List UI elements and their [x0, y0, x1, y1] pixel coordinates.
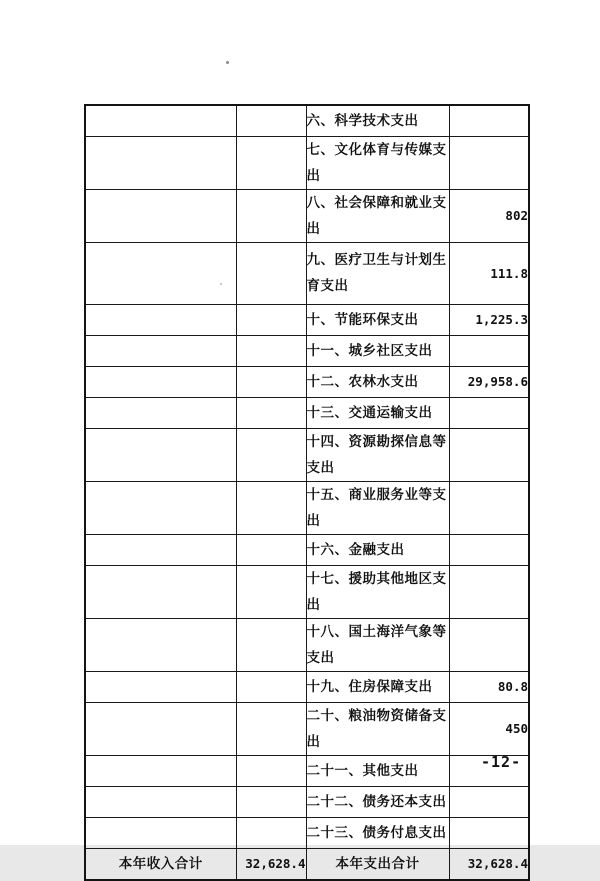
expense-category-cell: 十一、城乡社区支出 — [306, 335, 449, 366]
table-row — [85, 428, 529, 481]
page-number: -12- — [481, 753, 522, 771]
expense-amount-cell: 1,225.3 — [449, 304, 529, 335]
table-row — [85, 565, 529, 618]
expense-amount-cell: 32,628.4 — [449, 848, 529, 880]
expense-category-cell: 九、医疗卫生与计划生育支出 — [306, 242, 449, 304]
expense-category-cell: 十二、农林水支出 — [306, 366, 449, 397]
expense-category-cell: 六、科学技术支出 — [306, 105, 449, 136]
expense-amount-cell — [449, 817, 529, 848]
expense-amount-cell — [449, 618, 529, 671]
expense-amount-cell: 80.8 — [449, 671, 529, 702]
expense-category-cell: 十三、交通运输支出 — [306, 397, 449, 428]
table-row — [85, 335, 529, 366]
income-category-cell — [85, 366, 236, 397]
expense-category-cell: 七、文化体育与传媒支出 — [306, 136, 449, 189]
income-category-cell — [85, 136, 236, 189]
expense-amount-cell — [449, 534, 529, 565]
income-amount-cell — [236, 136, 306, 189]
expense-category-cell: 本年支出合计 — [306, 848, 449, 880]
income-category-cell — [85, 618, 236, 671]
table-row — [85, 481, 529, 534]
income-amount-cell — [236, 671, 306, 702]
income-category-cell — [85, 817, 236, 848]
table-row — [85, 242, 529, 304]
table-row — [85, 105, 529, 136]
table-row — [85, 618, 529, 671]
expense-amount-cell — [449, 786, 529, 817]
expense-amount-cell — [449, 428, 529, 481]
expense-category-cell: 二十、粮油物资储备支出 — [306, 702, 449, 755]
income-amount-cell — [236, 786, 306, 817]
expense-amount-cell — [449, 136, 529, 189]
income-amount-cell — [236, 618, 306, 671]
expense-amount-cell: 802 — [449, 189, 529, 242]
income-amount-cell — [236, 534, 306, 565]
table-row — [85, 786, 529, 817]
income-category-cell — [85, 242, 236, 304]
income-amount-cell — [236, 755, 306, 786]
income-category-cell — [85, 304, 236, 335]
income-category-cell — [85, 189, 236, 242]
income-category-cell — [85, 702, 236, 755]
income-amount-cell — [236, 105, 306, 136]
expense-amount-cell — [449, 565, 529, 618]
expense-category-cell: 十六、金融支出 — [306, 534, 449, 565]
income-category-cell — [85, 335, 236, 366]
table-row — [85, 817, 529, 848]
table-row — [85, 366, 529, 397]
expense-amount-cell — [449, 335, 529, 366]
expense-category-cell: 十八、国土海洋气象等支出 — [306, 618, 449, 671]
expense-category-cell: 十、节能环保支出 — [306, 304, 449, 335]
table-row — [85, 189, 529, 242]
expense-category-cell: 二十一、其他支出 — [306, 755, 449, 786]
income-amount-cell — [236, 702, 306, 755]
table-row — [85, 136, 529, 189]
expense-category-cell: 二十三、债务付息支出 — [306, 817, 449, 848]
income-amount-cell — [236, 242, 306, 304]
income-amount-cell — [236, 817, 306, 848]
income-category-cell — [85, 428, 236, 481]
expense-amount-cell: 111.8 — [449, 242, 529, 304]
income-category-cell — [85, 671, 236, 702]
expense-category-cell: 十七、援助其他地区支出 — [306, 565, 449, 618]
income-category-cell — [85, 481, 236, 534]
expense-category-cell: 十五、商业服务业等支出 — [306, 481, 449, 534]
income-amount-cell — [236, 397, 306, 428]
expense-amount-cell: 29,958.6 — [449, 366, 529, 397]
income-amount-cell — [236, 189, 306, 242]
income-category-cell: 本年收入合计 — [85, 848, 236, 880]
income-amount-cell — [236, 481, 306, 534]
income-category-cell — [85, 565, 236, 618]
expense-amount-cell — [449, 105, 529, 136]
budget-table-body — [85, 105, 529, 880]
expense-category-cell: 八、社会保障和就业支出 — [306, 189, 449, 242]
income-amount-cell — [236, 428, 306, 481]
income-category-cell — [85, 397, 236, 428]
income-amount-cell: 32,628.4 — [236, 848, 306, 880]
expense-amount-cell — [449, 397, 529, 428]
budget-table — [84, 104, 530, 881]
income-category-cell — [85, 755, 236, 786]
income-category-cell — [85, 105, 236, 136]
table-row — [85, 702, 529, 755]
expense-category-cell: 二十二、债务还本支出 — [306, 786, 449, 817]
table-row — [85, 397, 529, 428]
income-amount-cell — [236, 304, 306, 335]
income-amount-cell — [236, 565, 306, 618]
table-row — [85, 304, 529, 335]
income-category-cell — [85, 534, 236, 565]
income-category-cell — [85, 786, 236, 817]
table-row — [85, 755, 529, 786]
expense-amount-cell — [449, 481, 529, 534]
expense-amount-cell: 450 — [449, 702, 529, 755]
scan-speck — [226, 61, 229, 64]
expense-category-cell: 十四、资源勘探信息等支出 — [306, 428, 449, 481]
table-row — [85, 848, 529, 880]
table-row — [85, 671, 529, 702]
income-amount-cell — [236, 366, 306, 397]
income-amount-cell — [236, 335, 306, 366]
expense-category-cell: 十九、住房保障支出 — [306, 671, 449, 702]
table-row — [85, 534, 529, 565]
